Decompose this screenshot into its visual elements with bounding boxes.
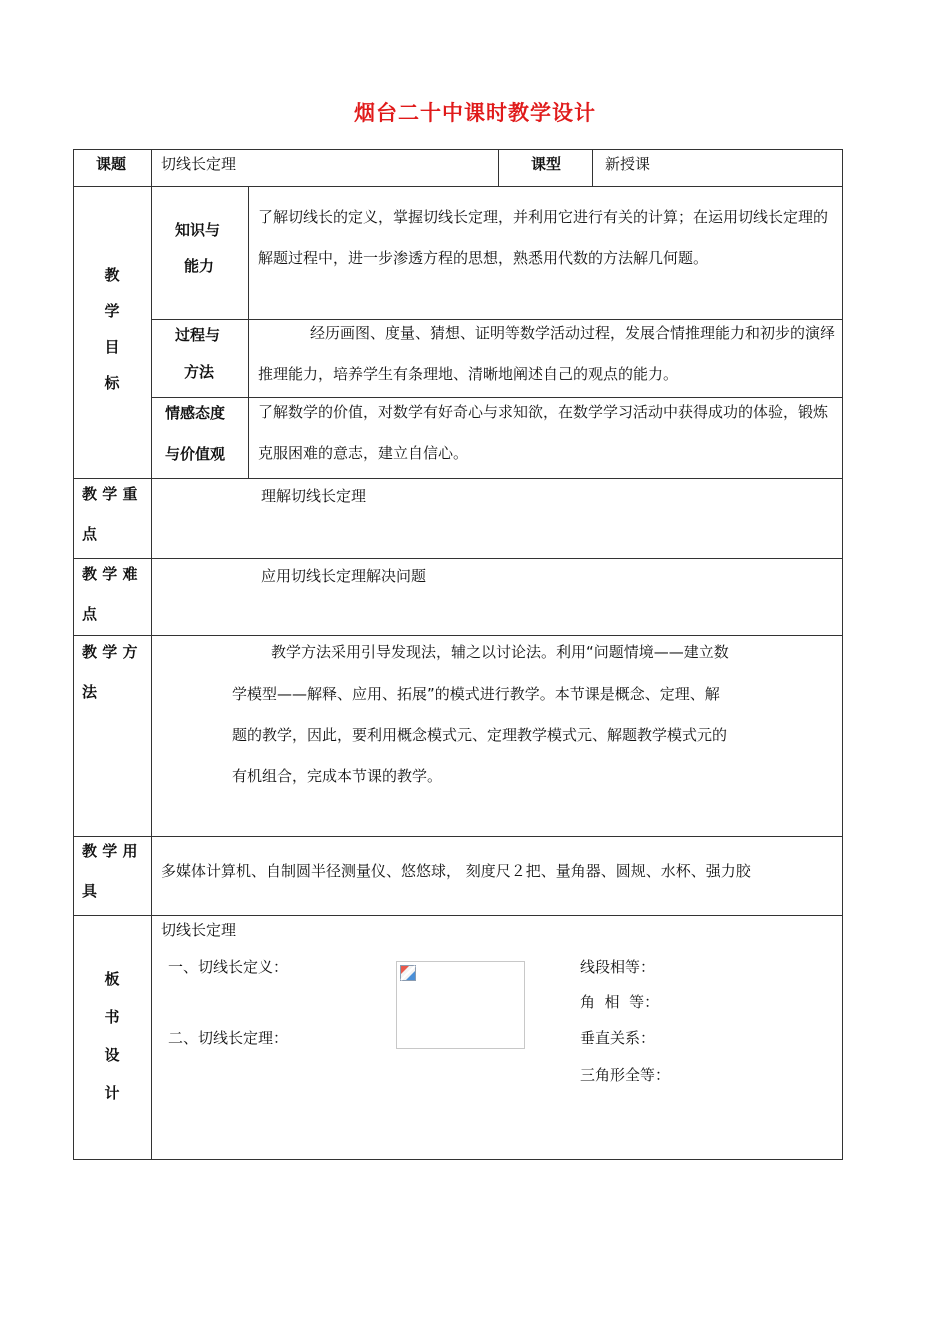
table-border bbox=[498, 149, 499, 186]
process-label: 方法 bbox=[184, 363, 215, 381]
table-border bbox=[151, 149, 152, 1160]
table-border bbox=[248, 186, 249, 478]
table-border bbox=[73, 558, 843, 559]
board-right-item: 垂直关系： bbox=[580, 1029, 656, 1047]
board-right-item: 角 相 等： bbox=[580, 993, 660, 1011]
goals-label bbox=[102, 257, 122, 401]
emotion-label: 与价值观 bbox=[165, 445, 226, 463]
topic-label: 课题 bbox=[96, 155, 127, 173]
process-label: 过程与 bbox=[175, 326, 221, 344]
method-text: 学模型——解释、应用、拓展”的模式进行教学。本节课是概念、定理、解 bbox=[232, 685, 720, 703]
table-border bbox=[73, 635, 843, 636]
lesson-type-label: 课型 bbox=[531, 155, 562, 173]
key-point-label: 点 bbox=[82, 525, 98, 543]
page-title: 烟台二十中课时教学设计 bbox=[354, 101, 596, 125]
broken-image-icon bbox=[400, 965, 416, 981]
board-label-char: 板 bbox=[104, 970, 120, 988]
tools-text: 多媒体计算机、自制圆半径测量仪、悠悠球， 刻度尺２把、量角器、圆规、水杯、强力胶 bbox=[161, 862, 751, 880]
topic-value: 切线长定理 bbox=[161, 155, 237, 173]
table-border bbox=[73, 478, 843, 479]
tools-label: 教 学 用 bbox=[82, 842, 138, 860]
method-text: 有机组合，完成本节课的教学。 bbox=[232, 767, 443, 785]
tools-label: 具 bbox=[82, 882, 98, 900]
goals-label-char: 教 bbox=[104, 266, 120, 284]
difficulty-text: 应用切线长定理解决问题 bbox=[261, 567, 427, 585]
goals-label-char: 标 bbox=[104, 374, 120, 392]
board-label bbox=[102, 960, 122, 1112]
emotion-label: 情感态度 bbox=[165, 404, 226, 422]
knowledge-label: 知识与 bbox=[175, 221, 221, 239]
board-label-char: 书 bbox=[104, 1008, 120, 1026]
board-right-item: 线段相等： bbox=[580, 958, 656, 976]
key-point-text: 理解切线长定理 bbox=[261, 487, 367, 505]
table-border bbox=[73, 186, 843, 187]
lesson-type-value: 新授课 bbox=[605, 155, 651, 173]
table-border bbox=[73, 915, 843, 916]
process-text: 经历画图、度量、猜想、证明等数学活动过程，发展合情推理能力和初步的演绎推理能力，培养学生有条理地、清晰地阐述自己的观点的能力。 bbox=[258, 324, 836, 383]
board-right-item: 三角形全等： bbox=[580, 1066, 671, 1084]
goals-label-char: 目 bbox=[104, 338, 120, 356]
board-label-char: 设 bbox=[104, 1046, 120, 1064]
table-border bbox=[842, 149, 843, 1160]
method-label: 教 学 方 bbox=[82, 643, 138, 661]
difficulty-label: 点 bbox=[82, 605, 98, 623]
method-label: 法 bbox=[82, 683, 98, 701]
table-border bbox=[73, 836, 843, 837]
difficulty-label: 教 学 难 bbox=[82, 565, 138, 583]
diagram-image bbox=[396, 961, 525, 1049]
goals-label-char: 学 bbox=[104, 302, 120, 320]
table-border bbox=[592, 149, 593, 186]
board-item: 二、切线长定理： bbox=[168, 1029, 289, 1047]
knowledge-text: 了解切线长的定义，掌握切线长定理，并利用它进行有关的计算；在运用切线长定理的解题过程中，进一步渗透方程的思想，熟悉用代数的方法解几何题。 bbox=[258, 208, 829, 267]
key-point-label: 教 学 重 bbox=[82, 485, 138, 503]
board-item: 一、切线长定义： bbox=[168, 958, 289, 976]
board-label-char: 计 bbox=[104, 1084, 120, 1102]
table-border bbox=[73, 149, 74, 1160]
method-text: 题的教学，因此，要利用概念模式元、定理教学模式元、解题教学模式元的 bbox=[232, 726, 728, 744]
table-border bbox=[73, 149, 843, 150]
table-border bbox=[73, 1159, 843, 1160]
board-heading: 切线长定理 bbox=[161, 921, 237, 939]
emotion-text: 了解数学的价值，对数学有好奇心与求知欲，在数学学习活动中获得成功的体验，锻炼克服困难的意志，建立自信心。 bbox=[258, 403, 829, 462]
knowledge-label: 能力 bbox=[184, 257, 215, 275]
method-text: 教学方法采用引导发现法，辅之以讨论法。利用“问题情境——建立数 bbox=[271, 643, 729, 661]
